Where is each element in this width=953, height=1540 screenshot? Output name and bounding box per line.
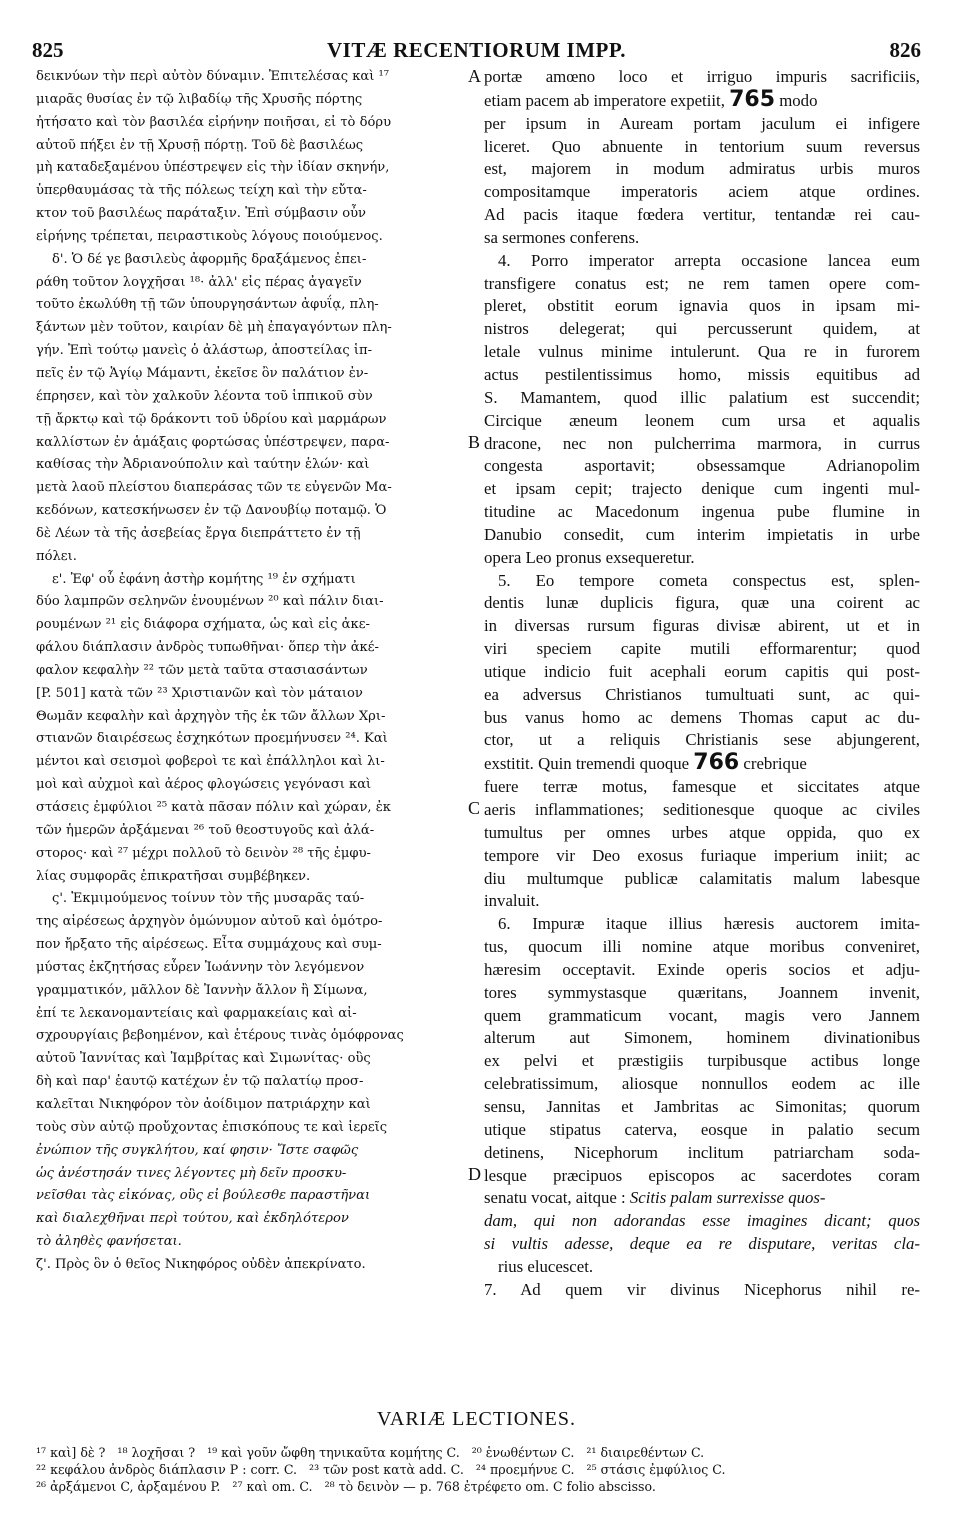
running-header: [32, 38, 921, 68]
latin-line: compositamque imperatoris aciem atque ordines.: [484, 182, 920, 202]
latin-line: letale vulnus minime intulerunt. Qua re in furorem: [484, 342, 920, 362]
greek-line: δὴ καὶ παρ' ἑαυτῷ κατέχων ἐν τῷ παλατίῳ προσ-: [36, 1074, 364, 1090]
margin-letter-b: B: [468, 432, 481, 452]
greek-line: μετὰ λαοῦ πλείστου διαπεράσας τῶν τε εὐγενῶν Μα-: [36, 480, 392, 496]
greek-line: τοὺς σὺν αὐτῷ προὔχοντας ἐπισκόπους τε καὶ ἱερεῖς: [36, 1119, 388, 1135]
latin-line: pleret, obstitit eorum ignavia quos in ipsam mi-: [484, 296, 920, 316]
greek-line: κεδόνων, κατεσκήνωσεν ἐν τῷ Δανουβίῳ ποταμῷ. Ὁ: [36, 503, 387, 519]
margin-letter-d: D: [468, 1164, 481, 1184]
latin-line: et ipsam cepit; trajecto denique cum ingenti mul-: [484, 479, 920, 499]
greek-line: δὲ Λέων τὰ τῆς ἀσεβείας ἔργα διεπράττετο ἐν τῇ: [36, 525, 361, 541]
latin-line: congesta asportavit; obsessamque Adrianopolim: [484, 456, 920, 476]
greek-line: λίας συμφορᾶς ἐπικρατῆσαι συμβέβηκεν.: [36, 868, 311, 884]
latin-line: [484, 752, 920, 776]
greek-line: φαλον κεφαλὴν ²² τῶν μετὰ ταῦτα στασιασάντων: [36, 662, 368, 678]
greek-line: πόλει.: [36, 548, 77, 564]
latin-line: bus vanus homo ac demens Thomas caput ac du-: [484, 707, 920, 727]
latin-line: dam, qui non adorandas esse imagines dicant; quos: [484, 1211, 920, 1231]
margin-letter-a: A: [468, 66, 481, 86]
greek-line: σχρουργίαις βεβοημένον, καὶ ἑτέρους τινὰς ὁμόφρονας: [36, 1028, 404, 1044]
column-number-766: 766: [693, 752, 740, 776]
latin-line: lesque præcipuos episcopos ac sacerdotes coram: [484, 1165, 920, 1185]
greek-line: δεικνύων τὴν περὶ αὐτὸν δύναμιν. Ἐπιτελέσας καὶ ¹⁷: [36, 69, 390, 84]
greek-line: ς'. Ἐκμιμούμενος τοίνυν τὸν τῆς μυσαρᾶς ταύ-: [52, 891, 365, 907]
latin-line: celebratissimum, aliosque nonnullos eodem ac ille: [484, 1074, 920, 1094]
greek-line: κτον τοῦ βασιλέως παράταξιν. Ἐπὶ σύμβασιν οὖν: [36, 206, 367, 222]
latin-line: rius elucescet.: [498, 1256, 594, 1276]
latin-line-text: crebrique: [743, 754, 807, 774]
latin-line: nistros delegerat; qui percusserunt quidem, at: [484, 319, 920, 339]
greek-line: ἐνώπιον τῆς συγκλήτου, καί φησιν· Ἴστε σαφῶς: [36, 1142, 359, 1158]
greek-line: πεῖς ἐν τῷ Ἁγίῳ Μάμαντι, ἐκεῖσε ὂν παλάτιον ἐν-: [36, 365, 369, 381]
greek-line: τῶν ἡμερῶν ἀρξάμεναι ²⁶ τοῦ θεοστυγοῦς καὶ ἀλά-: [36, 822, 375, 838]
latin-italic-quote: Scitis palam surrexisse quos-: [629, 1188, 826, 1208]
latin-line: sensu, Jannitas et Jambritas ac Simonitas; quorum: [484, 1096, 920, 1116]
greek-line: καλλίστων ἐν ἁμάξαις φορτώσας ὑπέστρεψεν, παρα-: [36, 434, 390, 450]
latin-line: [484, 1187, 920, 1210]
latin-line: ex pelvi et præstigiis turpibusque actibus longe: [484, 1051, 920, 1071]
latin-line: detinens, Nicephorum inclitum patriarcham soda-: [484, 1142, 920, 1162]
greek-line: της αἱρέσεως ἀρχηγὸν ὁμώνυμον αὐτοῦ καὶ ὁμότρο-: [36, 914, 383, 930]
greek-line: αὐτοῦ πήξει ἐν τῇ Χρυσῇ πόρτῃ. Τοῦ δὲ βασιλέως: [36, 137, 364, 153]
greek-line: αὐτοῦ Ἰαννίτας καὶ Ἰαμβρίτας καὶ Σιμωνίτας· οὓς: [36, 1051, 371, 1067]
greek-line: δύο λαμπρῶν σεληνῶν ἑνουμένων ²⁰ καὶ πάλιν διαι-: [36, 594, 384, 610]
latin-line: est, majorem in modum admiratus urbis muros: [484, 159, 920, 179]
latin-line: portæ amœno loco et irriguo impuris sacrificiis,: [484, 67, 920, 86]
greek-line: [P. 501] κατὰ τῶν ²³ Χριστιανῶν καὶ τὸν μάταιον: [36, 685, 363, 701]
greek-line: ὡς ἀνέστησάν τινες λέγοντες μὴ δεῖν προσκυ-: [36, 1165, 347, 1181]
latin-line: titudine ac Macedonum ingenua pube flumine in: [484, 502, 920, 522]
latin-line: actus pestilentissimus homo, missis equitibus ad: [484, 364, 920, 384]
greek-line: μὴ καταδεξαμένου ὑπέστρεψεν εἰς τὴν ἰδίαν σκηνήν,: [36, 160, 390, 176]
latin-line: dentis lunæ duplicis figura, quæ una coirent ac: [484, 593, 920, 613]
latin-line: per ipsum in Auream portam jaculum ei infigere: [484, 113, 920, 133]
margin-letter-c: C: [468, 798, 481, 818]
latin-line: hæresim occeptavit. Exinde operis socios et adju-: [484, 959, 920, 979]
greek-line: ἠτήσατο καὶ τὸν βασιλέα εἰρήνην ποιῆσαι, εἰ τὸ δόρυ: [36, 114, 392, 130]
latin-line: [484, 89, 920, 113]
greek-line: μιαρᾶς θυσίας ἐν τῷ λιβαδίῳ τῆς Χρυσῆς πόρτης: [36, 91, 363, 107]
latin-line: tores symmystasque quæritans, Joannem invenit,: [484, 982, 920, 1002]
greek-text-column: [36, 66, 468, 1277]
greek-line: τῇ ἄρκτῳ καὶ τῷ δράκοντι τοῦ ὑδρίου καὶ μαρμάρων: [36, 411, 387, 427]
greek-line: καθίσας τὴν Ἀδριανούπολιν καὶ ταύτην ἑλών· καὶ: [36, 457, 370, 473]
latin-line: in diversas rursum figuras divisæ abirent, ut et in: [484, 616, 920, 636]
greek-line: εἰρήνης τρέπεται, πειραστικοὺς λόγους ποιούμενος.: [36, 228, 383, 244]
greek-line: στάσεις ἐμφύλιοι ²⁵ κατὰ πᾶσαν πόλιν καὶ χώραν, ἐκ: [36, 800, 391, 815]
greek-line: πον ἤρξατο τῆς αἱρέσεως. Εἶτα συμμάχους καὶ συμ-: [36, 937, 382, 953]
greek-line: δ'. Ὁ δέ γε βασιλεὺς ἀφορμῆς δραξάμενος ἐπει-: [52, 251, 367, 267]
greek-line: νεῖσθαι τὰς εἰκόνας, οὓς εἰ βούλεσθε παραστῆναι: [36, 1188, 371, 1204]
latin-line: dracone, nec non pulcherrima marmora, in currus: [484, 433, 920, 453]
latin-line: 5. Eo tempore cometa conspectus est, splen-: [498, 570, 920, 590]
latin-line: invaluit.: [484, 891, 540, 911]
page-number-right: 826: [889, 38, 921, 62]
variant-note-line: ²² κεφάλου ἀνδρὸς διάπλασιν P : corr. C. ²³ τῶν post κατὰ add. C. ²⁴ προεμήνυε C. ²⁵ στάσις ἐμφύλιος C.: [36, 1462, 726, 1477]
greek-line: φάλου διάπλασιν ἀνδρὸς τυπωθῆναι· ὅπερ τὴν ἀκέ-: [36, 640, 379, 656]
greek-line: μύστας ἐκζητήσας εὗρεν Ἰωάννην τὸν λεγόμενον: [36, 959, 365, 975]
latin-line: transfigere conatus est; ne rem tamen opere com-: [484, 273, 920, 293]
greek-line: ξάντων μὲν τοῦτον, καιρίαν δὲ μὴ ἐπαγαγόντων πλη-: [36, 320, 392, 336]
latin-line: liceret. Quo abnuente in tentorium suum reversus: [484, 136, 920, 156]
greek-line: ζ'. Πρὸς ὃν ὁ θεῖος Νικηφόρος οὐδὲν ἀπεκρίνατο.: [36, 1256, 366, 1272]
variant-readings-notes: [36, 1444, 916, 1495]
latin-line: ea adversus Christianos tumultuati sunt, ac qui-: [484, 684, 920, 704]
latin-line: Danubio consedit, cum interim impietatis in urbe: [484, 524, 920, 544]
variant-note-line: ²⁶ ἀρξάμενοι C, ἀρξαμένου P. ²⁷ καὶ om. C. ²⁸ τὸ δεινὸν — p. 768 ἐτρέφετο om. C folio abscisso.: [36, 1479, 656, 1494]
latin-line-text: exstitit. Quin tremendi quoque: [484, 754, 690, 774]
greek-line: έπρησεν, καὶ τὸν χαλκοῦν λέοντα τοῦ ἱππικοῦ σὺν: [36, 388, 373, 404]
greek-line: ε'. Ἐφ' οὗ ἐφάνη ἀστὴρ κομήτης ¹⁹ ἐν σχήματι: [52, 571, 356, 587]
greek-line: ρουμένων ²¹ εἰς διάφορα σχήματα, ὡς καὶ εἰς ἀκε-: [36, 617, 370, 633]
latin-line: si vultis adesse, deque ea re disputare, veritas cla-: [484, 1234, 920, 1254]
greek-line: καλεῖται Νικηφόρον τὸν ἀοίδιμον πατριάρχην καὶ: [36, 1096, 371, 1112]
greek-line: μοὶ καὶ αὐχμοὶ καὶ ἀέρος φλογώσεις γεγόνασι καὶ: [36, 777, 372, 793]
latin-line: 4. Porro imperator arrepta occasione lancea eum: [498, 250, 920, 270]
greek-line: ὑπερθαυμάσας τὰ τῆς πόλεως τείχη καὶ τὴν εὔτα-: [36, 183, 367, 199]
latin-line: 7. Ad quem vir divinus Nicephorus nihil re-: [484, 1279, 920, 1299]
greek-line: μέντοι καὶ σεισμοὶ φοβεροὶ τε καὶ ἐπάλληλοι καὶ λι-: [36, 754, 385, 770]
latin-line-text: senatu vocat, aitque :: [484, 1188, 626, 1208]
latin-line: sa sermones conferens.: [484, 227, 640, 247]
latin-line: Ad pacis itaque fœdera vertitur, tentandæ rei cau-: [484, 205, 920, 225]
latin-line: utique stipatus caterva, eosque in palatio secum: [484, 1119, 920, 1139]
latin-line: diu multumque publicæ calamitatis malum labesque: [484, 868, 920, 888]
greek-line: καὶ διαλεχθῆναι περὶ τούτου, καὶ ἐκδηλότερον: [36, 1211, 349, 1227]
latin-line: viri speciem capite mutili efformarentur; quod: [484, 639, 920, 659]
latin-line: opera Leo pronus exsequeretur.: [484, 547, 695, 567]
latin-line-text: etiam pacem ab imperatore expetiit,: [484, 90, 725, 110]
greek-line: ἐπί τε λεκανομαντείαις καὶ φαρμακείαις καὶ αἰ-: [36, 1005, 357, 1021]
greek-line: τοῦτο ἐκωλύθη τῇ τῶν ὑπουργησάντων ἀφυΐᾳ, πλη-: [36, 297, 379, 313]
greek-line: γραμματικόν, μᾶλλον δὲ Ἰαννὴν ἄλλον ἢ Σίμωνα,: [36, 982, 368, 998]
latin-line: S. Mamantem, quod illic palatium est succendit;: [484, 387, 920, 407]
latin-line: tempore vir Deo exosus furiaque imperium iniit; ac: [484, 845, 920, 865]
latin-line: 6. Impuræ itaque illius hæresis auctorem imita-: [498, 914, 920, 934]
greek-line: τὸ ἀληθὲς φανήσεται.: [36, 1234, 182, 1250]
latin-line-text: modo: [779, 90, 818, 110]
running-title: VITÆ RECENTIORUM IMPP.: [327, 38, 626, 62]
latin-line: quem grammaticum vocant, magis vero Jannem: [484, 1005, 920, 1025]
latin-line: utique indicio fuit acephali eorum capitis qui post-: [484, 661, 920, 681]
latin-line: tus, quocum illi nomine atque moribus conveniret,: [484, 937, 920, 957]
greek-line: γήν. Ἐπὶ τούτῳ μανεὶς ὁ ἀλάστωρ, ἀποστείλας ἱπ-: [36, 343, 373, 359]
latin-text-column: [484, 66, 920, 1302]
latin-line: aeris inflammationes; seditionesque quoque ac civiles: [484, 800, 920, 819]
greek-line: στιανῶν διαιρέσεως ἐσχηκότων προεμήνυσεν ²⁴. Καὶ: [36, 731, 388, 747]
latin-line: alterum aut Simonem, hominem divinationibus: [484, 1028, 920, 1048]
column-number-765: 765: [729, 88, 776, 112]
greek-line: στορος· καὶ ²⁷ μέχρι πολλοῦ τὸ δεινὸν ²⁸ τῆς ἐμφυ-: [36, 845, 371, 861]
variae-lectiones-heading: VARIÆ LECTIONES.: [377, 1408, 576, 1430]
variant-note-line: ¹⁷ καὶ] δὲ ? ¹⁸ λοχῆσαι ? ¹⁹ καὶ γοῦν ὤφθη τηνικαῦτα κομήτης C. ²⁰ ἑνωθέντων C. ²¹ διαιρεθέντων C.: [36, 1445, 705, 1460]
latin-line: fuere terræ motus, famesque et siccitates atque: [484, 777, 920, 797]
greek-line: Θωμᾶν κεφαλὴν καὶ ἀρχηγὸν τῆς ἐκ τῶν ἄλλων Χρι-: [36, 708, 386, 724]
latin-line: ctor, ut a reliquis Christianis sese abjungerent,: [484, 730, 920, 750]
greek-line: ράθη τοῦτον λογχῆσαι ¹⁸· ἀλλ' εἰς πέρας ἀγαγεῖν: [36, 274, 362, 290]
latin-line: Circique æneum leonem cum ursa et aqualis: [484, 410, 920, 430]
page-number-left: 825: [32, 38, 64, 62]
latin-line: tumultus per omnes urbes atque oppida, quo ex: [484, 822, 920, 842]
